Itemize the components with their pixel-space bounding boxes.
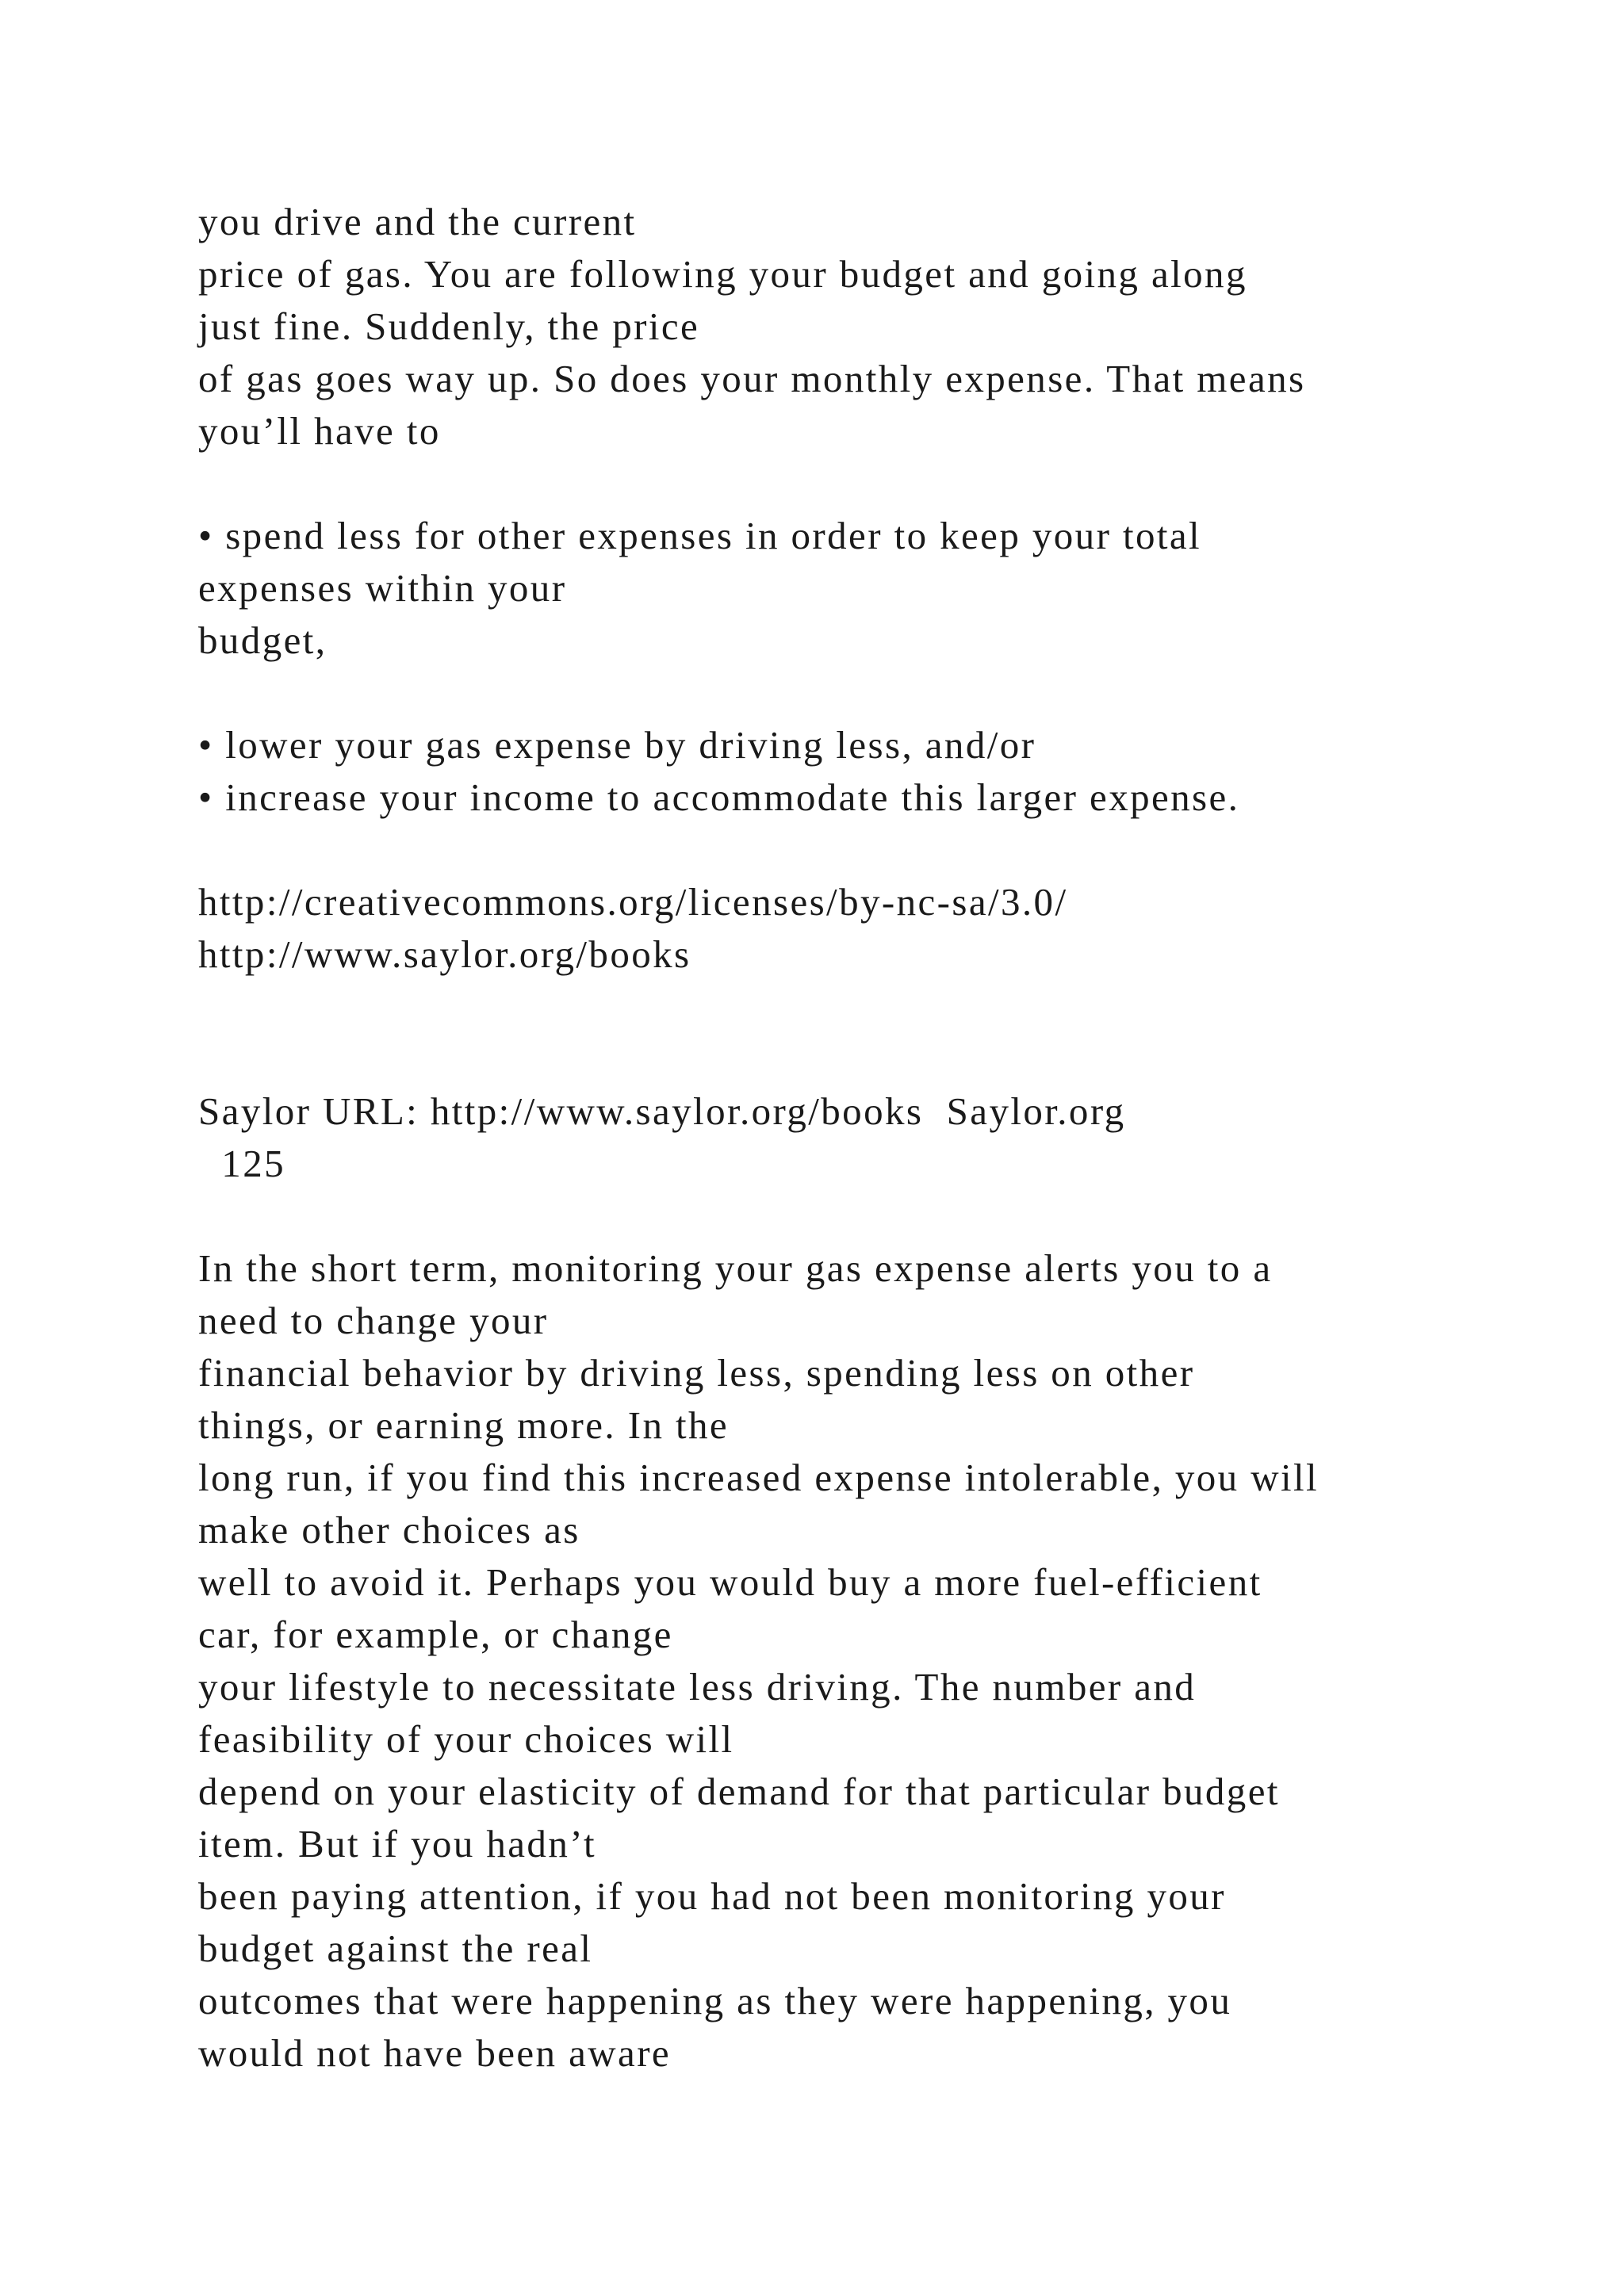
text-line: your lifestyle to necessitate less driving. The number and [198, 1665, 1197, 1709]
text-line: just fine. Suddenly, the price [198, 304, 700, 348]
text-line: price of gas. You are following your budget and going along [198, 252, 1247, 296]
bullet-item: • increase your income to accommodate this larger expense. [198, 775, 1240, 819]
source-url: http://www.saylor.org/books [198, 932, 691, 976]
bullet-item: • spend less for other expenses in order to keep your total [198, 514, 1202, 557]
text-line: you’ll have to [198, 409, 441, 453]
license-url: http://creativecommons.org/licenses/by-nc-sa/3.0/ [198, 880, 1068, 924]
text-line: depend on your elasticity of demand for that particular budget [198, 1770, 1280, 1813]
text-line: feasibility of your choices will [198, 1717, 734, 1761]
text-line: make other choices as [198, 1508, 580, 1552]
text-line: budget against the real [198, 1927, 593, 1970]
page-number: 125 [198, 1142, 285, 1185]
page-footer: Saylor URL: http://www.saylor.org/books Saylor.org [198, 1089, 1126, 1133]
text-line: long run, if you find this increased expense intolerable, you will [198, 1456, 1320, 1499]
text-line: expenses within your [198, 566, 567, 610]
bullet-item: • lower your gas expense by driving less, and/or [198, 723, 1036, 767]
text-line: of gas goes way up. So does your monthly expense. That means [198, 357, 1306, 400]
text-line: car, for example, or change [198, 1613, 673, 1656]
text-line: been paying attention, if you had not been monitoring your [198, 1874, 1226, 1918]
text-line: budget, [198, 618, 327, 662]
text-line: need to change your [198, 1299, 549, 1342]
text-line: outcomes that were happening as they were happening, you [198, 1979, 1232, 2022]
text-line: you drive and the current [198, 200, 637, 243]
text-line: In the short term, monitoring your gas expense alerts you to a [198, 1246, 1273, 1290]
text-line: would not have been aware [198, 2031, 672, 2075]
text-line: well to avoid it. Perhaps you would buy a more fuel-efficient [198, 1560, 1262, 1604]
text-line: item. But if you hadn’t [198, 1822, 597, 1866]
text-line: things, or earning more. In the [198, 1403, 730, 1447]
text-line: financial behavior by driving less, spending less on other [198, 1351, 1195, 1395]
